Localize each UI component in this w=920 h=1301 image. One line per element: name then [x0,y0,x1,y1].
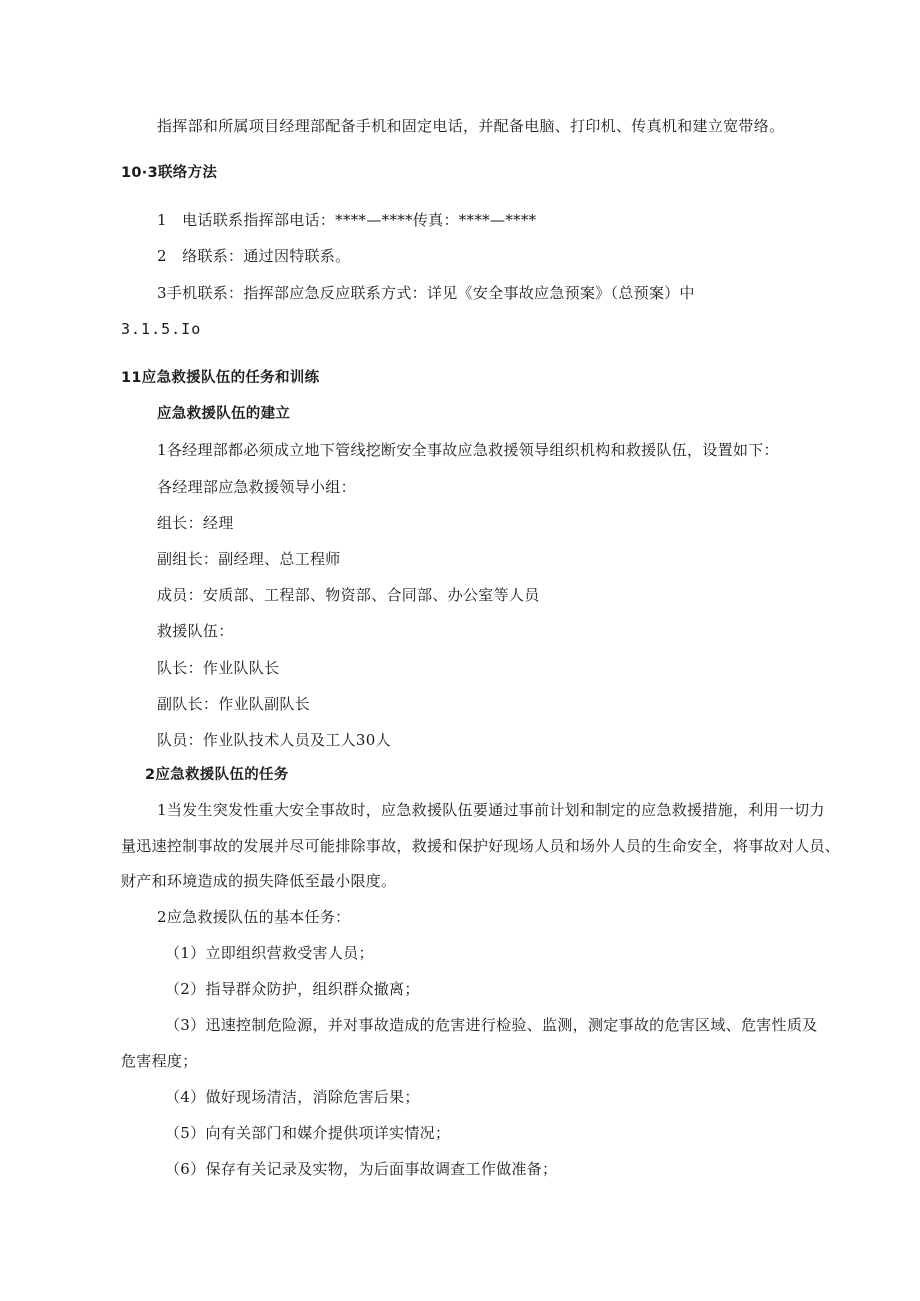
heading-team-tasks: 2应急救援队伍的任务 [145,767,289,783]
basic-tasks-title: 2应急救援队伍的基本任务： [157,908,351,926]
tasks-para-line-1: 1当发生突发性重大安全事故时，应急救援队伍要通过事前计划和制定的应急救援措施，利用一切力 [157,801,825,819]
heading-10-3: 10·3联络方法 [121,165,218,181]
task-item-4: （4）做好现场清洁，消除危害后果； [165,1088,420,1106]
setup-deputy-captain: 副队长：作业队副队长 [157,695,311,713]
setup-deputy-leader: 副组长：副经理、总工程师 [157,550,341,568]
tasks-para-line-2: 量迅速控制事故的发展并尽可能排除事故，救援和保护好现场人员和场外人员的生命安全，将事故对人员、 [121,837,841,855]
task-item-2: （2）指导群众防护，组织群众撤离； [165,980,420,998]
task-item-3: （3）迅速控制危险源，并对事故造成的危害进行检验、监测，测定事故的危害区域、危害性质及 [165,1016,818,1034]
task-item-6: （6）保存有关记录及实物，为后面事故调查工作做准备； [165,1160,558,1178]
setup-line-2: 各经理部应急救援领导小组： [157,478,356,496]
setup-captain: 队长：作业队队长 [157,659,280,677]
setup-line-1: 1各经理部都必须成立地下管线挖断安全事故应急救援领导组织机构和救援队伍，设置如下： [157,441,779,459]
task-item-1: （1）立即组织营救受害人员； [165,944,374,962]
task-item-5: （5）向有关部门和媒介提供项详实情况； [165,1124,451,1142]
heading-team-setup: 应急救援队伍的建立 [157,406,291,422]
task-item-3-cont: 危害程度； [121,1052,198,1070]
setup-rescue-team: 救援队伍： [157,622,234,640]
contact-mobile: 3手机联系：指挥部应急反应联系方式：详见《安全事故应急预案》（总预案）中 [157,284,695,302]
paragraph-equipment: 指挥部和所属项目经理部配备手机和固定电话，并配备电脑、打印机、传真机和建立宽带络。 [157,117,785,135]
contact-phone: 1 电话联系指挥部电话：****—****传真：****—**** [157,211,537,229]
heading-11: 11应急救援队伍的任务和训练 [121,370,320,386]
contact-network: 2 络联系：通过因特联系。 [157,247,351,265]
contact-mobile-ref: 3.1.5.Io [121,320,202,338]
setup-members: 成员：安质部、工程部、物资部、合同部、办公室等人员 [157,586,540,604]
tasks-para-line-3: 财产和环境造成的损失降低至最小限度。 [121,872,397,890]
setup-team-members: 队员：作业队技术人员及工人30人 [157,731,391,749]
setup-leader: 组长：经理 [157,514,234,532]
